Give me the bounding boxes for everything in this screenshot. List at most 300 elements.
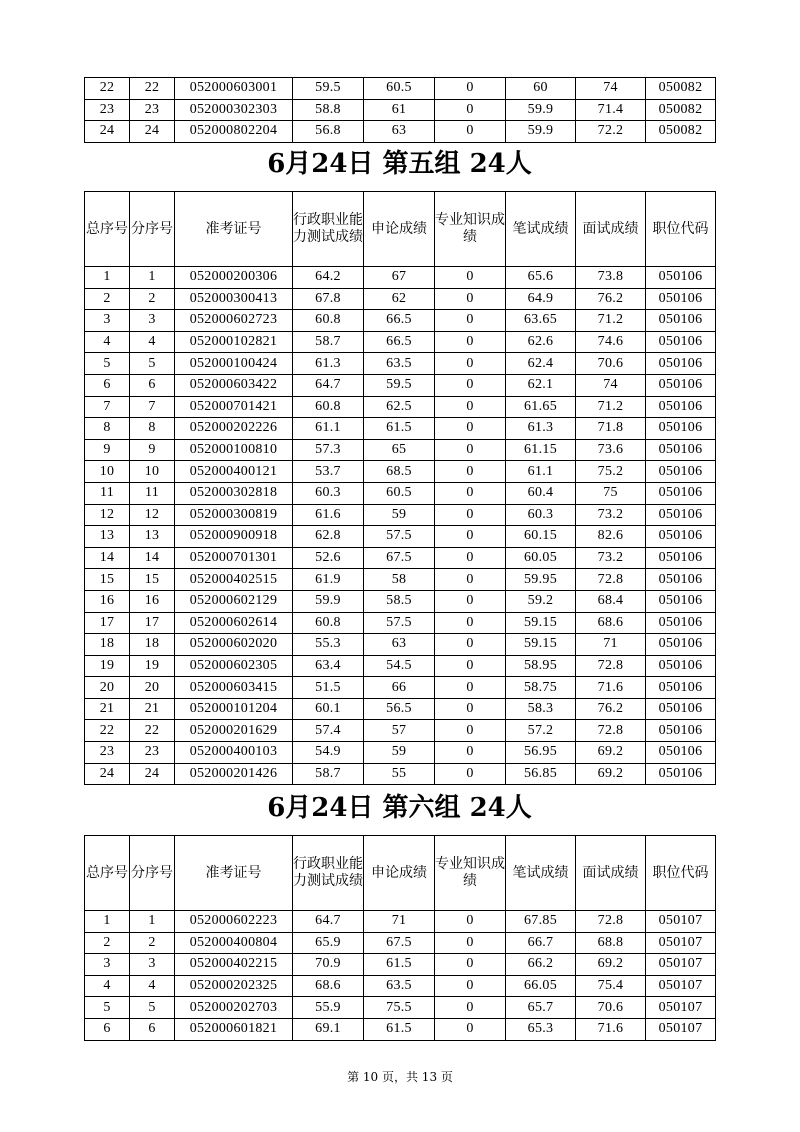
written-score-cell: 61.65 [506, 396, 576, 418]
exam-number-cell: 052000602614 [175, 612, 293, 634]
exam-number-cell: 052000400804 [175, 932, 293, 954]
written-score-cell: 64.9 [506, 288, 576, 310]
position-code-cell: 050106 [646, 310, 716, 332]
aptitude-score-cell: 52.6 [293, 547, 364, 569]
aptitude-score-cell: 64.7 [293, 911, 364, 933]
written-score-cell: 65.6 [506, 267, 576, 289]
table-row [85, 720, 716, 742]
table-row [85, 698, 716, 720]
written-score-cell: 62.4 [506, 353, 576, 375]
table-row [85, 353, 716, 375]
professional-score-cell: 0 [435, 954, 506, 976]
total-seq-cell: 5 [85, 997, 130, 1019]
essay-score-cell: 62 [364, 288, 435, 310]
sub-seq-cell: 4 [130, 975, 175, 997]
written-score-cell: 58.75 [506, 677, 576, 699]
total-seq-cell: 12 [85, 504, 130, 526]
interview-score-cell: 73.8 [576, 267, 646, 289]
written-score-cell: 66.7 [506, 932, 576, 954]
aptitude-score-cell: 70.9 [293, 954, 364, 976]
table-row [85, 1018, 716, 1040]
aptitude-score-cell: 61.1 [293, 418, 364, 440]
essay-score-cell: 55 [364, 763, 435, 785]
sub-seq-cell: 3 [130, 954, 175, 976]
aptitude-score-cell: 60.8 [293, 310, 364, 332]
total-seq-cell: 21 [85, 698, 130, 720]
sub-seq-cell: 3 [130, 310, 175, 332]
interview-score-cell: 82.6 [576, 526, 646, 548]
essay-score-cell: 61.5 [364, 1018, 435, 1040]
total-seq-cell: 20 [85, 677, 130, 699]
written-score-cell: 61.15 [506, 439, 576, 461]
total-seq-cell: 1 [85, 267, 130, 289]
position-code-cell: 050107 [646, 1018, 716, 1040]
exam-number-cell: 052000300819 [175, 504, 293, 526]
sub-seq-cell: 8 [130, 418, 175, 440]
interview-score-cell: 68.8 [576, 932, 646, 954]
professional-score-cell: 0 [435, 353, 506, 375]
essay-score-cell: 61 [364, 99, 435, 121]
professional-score-cell: 0 [435, 374, 506, 396]
essay-score-cell: 59.5 [364, 374, 435, 396]
aptitude-score-cell: 61.3 [293, 353, 364, 375]
exam-number-cell: 052000100424 [175, 353, 293, 375]
sub-seq-cell: 24 [130, 763, 175, 785]
table-row [85, 763, 716, 785]
header-written-score: 笔试成绩 [506, 836, 576, 911]
aptitude-score-cell: 60.3 [293, 482, 364, 504]
aptitude-score-cell: 58.8 [293, 99, 364, 121]
aptitude-score-cell: 61.6 [293, 504, 364, 526]
interview-score-cell: 74 [576, 374, 646, 396]
professional-score-cell: 0 [435, 590, 506, 612]
exam-number-cell: 052000602723 [175, 310, 293, 332]
sub-seq-cell: 18 [130, 634, 175, 656]
interview-score-cell: 71.6 [576, 677, 646, 699]
position-code-cell: 050106 [646, 374, 716, 396]
total-seq-cell: 15 [85, 569, 130, 591]
position-code-cell: 050106 [646, 612, 716, 634]
essay-score-cell: 59 [364, 742, 435, 764]
exam-number-cell: 052000202325 [175, 975, 293, 997]
interview-score-cell: 69.2 [576, 763, 646, 785]
interview-score-cell: 72.2 [576, 121, 646, 143]
written-score-cell: 59.15 [506, 634, 576, 656]
table-row [85, 504, 716, 526]
aptitude-score-cell: 60.1 [293, 698, 364, 720]
professional-score-cell: 0 [435, 267, 506, 289]
professional-score-cell: 0 [435, 331, 506, 353]
aptitude-score-cell: 57.4 [293, 720, 364, 742]
total-seq-cell: 7 [85, 396, 130, 418]
position-code-cell: 050107 [646, 975, 716, 997]
interview-score-cell: 75.2 [576, 461, 646, 483]
aptitude-score-cell: 60.8 [293, 612, 364, 634]
essay-score-cell: 63 [364, 121, 435, 143]
header-total-seq: 总序号 [85, 192, 130, 267]
professional-score-cell: 0 [435, 482, 506, 504]
sub-seq-cell: 5 [130, 997, 175, 1019]
aptitude-score-cell: 59.5 [293, 78, 364, 100]
aptitude-score-cell: 65.9 [293, 932, 364, 954]
professional-score-cell: 0 [435, 655, 506, 677]
written-score-cell: 56.85 [506, 763, 576, 785]
position-code-cell: 050082 [646, 121, 716, 143]
interview-score-cell: 73.2 [576, 547, 646, 569]
professional-score-cell: 0 [435, 677, 506, 699]
group-6-title: 6月24日 第六组 24人 [267, 793, 532, 823]
professional-score-cell: 0 [435, 634, 506, 656]
total-seq-cell: 4 [85, 331, 130, 353]
position-code-cell: 050107 [646, 997, 716, 1019]
essay-score-cell: 66.5 [364, 310, 435, 332]
position-code-cell: 050106 [646, 353, 716, 375]
written-score-cell: 62.1 [506, 374, 576, 396]
header-essay-score: 申论成绩 [364, 836, 435, 911]
aptitude-score-cell: 69.1 [293, 1018, 364, 1040]
essay-score-cell: 75.5 [364, 997, 435, 1019]
position-code-cell: 050106 [646, 461, 716, 483]
written-score-cell: 63.65 [506, 310, 576, 332]
essay-score-cell: 67.5 [364, 932, 435, 954]
exam-number-cell: 052000202703 [175, 997, 293, 1019]
written-score-cell: 61.3 [506, 418, 576, 440]
aptitude-score-cell: 57.3 [293, 439, 364, 461]
exam-number-cell: 052000603001 [175, 78, 293, 100]
header-row [85, 192, 716, 267]
interview-score-cell: 76.2 [576, 698, 646, 720]
total-seq-cell: 8 [85, 418, 130, 440]
table-row [85, 742, 716, 764]
exam-number-cell: 052000200306 [175, 267, 293, 289]
professional-score-cell: 0 [435, 932, 506, 954]
position-code-cell: 050106 [646, 763, 716, 785]
sub-seq-cell: 24 [130, 121, 175, 143]
written-score-cell: 56.95 [506, 742, 576, 764]
sub-seq-cell: 17 [130, 612, 175, 634]
position-code-cell: 050082 [646, 99, 716, 121]
essay-score-cell: 63.5 [364, 975, 435, 997]
written-score-cell: 60 [506, 78, 576, 100]
exam-number-cell: 052000603422 [175, 374, 293, 396]
position-code-cell: 050106 [646, 569, 716, 591]
table-row [85, 997, 716, 1019]
position-code-cell: 050106 [646, 634, 716, 656]
written-score-cell: 65.3 [506, 1018, 576, 1040]
interview-score-cell: 73.6 [576, 439, 646, 461]
exam-number-cell: 052000900918 [175, 526, 293, 548]
table-row [85, 288, 716, 310]
exam-number-cell: 052000802204 [175, 121, 293, 143]
interview-score-cell: 74 [576, 78, 646, 100]
sub-seq-cell: 23 [130, 742, 175, 764]
essay-score-cell: 66 [364, 677, 435, 699]
written-score-cell: 60.4 [506, 482, 576, 504]
professional-score-cell: 0 [435, 911, 506, 933]
professional-score-cell: 0 [435, 547, 506, 569]
total-seq-cell: 24 [85, 121, 130, 143]
interview-score-cell: 72.8 [576, 655, 646, 677]
total-seq-cell: 11 [85, 482, 130, 504]
essay-score-cell: 57 [364, 720, 435, 742]
aptitude-score-cell: 67.8 [293, 288, 364, 310]
written-score-cell: 65.7 [506, 997, 576, 1019]
total-seq-cell: 19 [85, 655, 130, 677]
essay-score-cell: 57.5 [364, 526, 435, 548]
essay-score-cell: 63.5 [364, 353, 435, 375]
table-row [85, 526, 716, 548]
position-code-cell: 050107 [646, 932, 716, 954]
table-row [85, 634, 716, 656]
table-row [85, 99, 716, 121]
sub-seq-cell: 23 [130, 99, 175, 121]
interview-score-cell: 69.2 [576, 954, 646, 976]
total-seq-cell: 3 [85, 954, 130, 976]
interview-score-cell: 71.6 [576, 1018, 646, 1040]
table-row [85, 439, 716, 461]
table-row [85, 590, 716, 612]
exam-number-cell: 052000201426 [175, 763, 293, 785]
header-aptitude-score: 行政职业能力测试成绩 [293, 192, 364, 267]
page-footer: 第 10 页，共 13 页 [347, 1070, 453, 1084]
aptitude-score-cell: 59.9 [293, 590, 364, 612]
exam-number-cell: 052000102821 [175, 331, 293, 353]
total-seq-cell: 10 [85, 461, 130, 483]
header-position-code: 职位代码 [646, 192, 716, 267]
position-code-cell: 050106 [646, 526, 716, 548]
table-row [85, 547, 716, 569]
professional-score-cell: 0 [435, 99, 506, 121]
written-score-cell: 59.9 [506, 99, 576, 121]
interview-score-cell: 75.4 [576, 975, 646, 997]
position-code-cell: 050107 [646, 911, 716, 933]
aptitude-score-cell: 64.2 [293, 267, 364, 289]
total-seq-cell: 6 [85, 374, 130, 396]
sub-seq-cell: 1 [130, 911, 175, 933]
professional-score-cell: 0 [435, 720, 506, 742]
position-code-cell: 050106 [646, 655, 716, 677]
header-exam-number: 准考证号 [175, 836, 293, 911]
header-position-code: 职位代码 [646, 836, 716, 911]
exam-number-cell: 052000302818 [175, 482, 293, 504]
exam-number-cell: 052000302303 [175, 99, 293, 121]
total-seq-cell: 23 [85, 742, 130, 764]
interview-score-cell: 71 [576, 634, 646, 656]
sub-seq-cell: 12 [130, 504, 175, 526]
interview-score-cell: 71.4 [576, 99, 646, 121]
exam-number-cell: 052000602129 [175, 590, 293, 612]
aptitude-score-cell: 55.3 [293, 634, 364, 656]
written-score-cell: 66.2 [506, 954, 576, 976]
aptitude-score-cell: 62.8 [293, 526, 364, 548]
total-seq-cell: 2 [85, 932, 130, 954]
essay-score-cell: 66.5 [364, 331, 435, 353]
professional-score-cell: 0 [435, 288, 506, 310]
position-code-cell: 050107 [646, 954, 716, 976]
table-row [85, 267, 716, 289]
position-code-cell: 050106 [646, 504, 716, 526]
interview-score-cell: 71.2 [576, 396, 646, 418]
total-seq-cell: 5 [85, 353, 130, 375]
position-code-cell: 050106 [646, 439, 716, 461]
aptitude-score-cell: 64.7 [293, 374, 364, 396]
table-row [85, 461, 716, 483]
professional-score-cell: 0 [435, 612, 506, 634]
total-seq-cell: 23 [85, 99, 130, 121]
exam-number-cell: 052000300413 [175, 288, 293, 310]
exam-number-cell: 052000100810 [175, 439, 293, 461]
sub-seq-cell: 10 [130, 461, 175, 483]
position-code-cell: 050082 [646, 78, 716, 100]
sub-seq-cell: 14 [130, 547, 175, 569]
written-score-cell: 60.15 [506, 526, 576, 548]
professional-score-cell: 0 [435, 763, 506, 785]
table-row [85, 331, 716, 353]
position-code-cell: 050106 [646, 331, 716, 353]
table-row [85, 396, 716, 418]
table-row [85, 677, 716, 699]
header-sub-seq: 分序号 [130, 836, 175, 911]
interview-score-cell: 75 [576, 482, 646, 504]
aptitude-score-cell: 68.6 [293, 975, 364, 997]
aptitude-score-cell: 58.7 [293, 331, 364, 353]
written-score-cell: 67.85 [506, 911, 576, 933]
essay-score-cell: 65 [364, 439, 435, 461]
essay-score-cell: 61.5 [364, 954, 435, 976]
total-seq-cell: 18 [85, 634, 130, 656]
written-score-cell: 59.9 [506, 121, 576, 143]
exam-number-cell: 052000202226 [175, 418, 293, 440]
interview-score-cell: 70.6 [576, 353, 646, 375]
table-row [85, 954, 716, 976]
aptitude-score-cell: 56.8 [293, 121, 364, 143]
written-score-cell: 60.3 [506, 504, 576, 526]
sub-seq-cell: 6 [130, 374, 175, 396]
total-seq-cell: 17 [85, 612, 130, 634]
essay-score-cell: 60.5 [364, 78, 435, 100]
table-row [85, 911, 716, 933]
position-code-cell: 050106 [646, 677, 716, 699]
aptitude-score-cell: 55.9 [293, 997, 364, 1019]
position-code-cell: 050106 [646, 698, 716, 720]
table-row [85, 78, 716, 100]
group-6-score-table [84, 835, 716, 1041]
aptitude-score-cell: 61.9 [293, 569, 364, 591]
total-seq-cell: 22 [85, 78, 130, 100]
table-row [85, 655, 716, 677]
professional-score-cell: 0 [435, 997, 506, 1019]
header-professional-score: 专业知识成绩 [435, 192, 506, 267]
sub-seq-cell: 16 [130, 590, 175, 612]
position-code-cell: 050106 [646, 418, 716, 440]
exam-number-cell: 052000602020 [175, 634, 293, 656]
group-5-score-table [84, 191, 716, 785]
sub-seq-cell: 7 [130, 396, 175, 418]
sub-seq-cell: 4 [130, 331, 175, 353]
sub-seq-cell: 1 [130, 267, 175, 289]
total-seq-cell: 16 [85, 590, 130, 612]
essay-score-cell: 54.5 [364, 655, 435, 677]
header-sub-seq: 分序号 [130, 192, 175, 267]
position-code-cell: 050106 [646, 742, 716, 764]
written-score-cell: 61.1 [506, 461, 576, 483]
professional-score-cell: 0 [435, 526, 506, 548]
professional-score-cell: 0 [435, 439, 506, 461]
total-seq-cell: 9 [85, 439, 130, 461]
position-code-cell: 050106 [646, 590, 716, 612]
total-seq-cell: 6 [85, 1018, 130, 1040]
position-code-cell: 050106 [646, 547, 716, 569]
exam-number-cell: 052000400103 [175, 742, 293, 764]
professional-score-cell: 0 [435, 569, 506, 591]
sub-seq-cell: 5 [130, 353, 175, 375]
table-row [85, 612, 716, 634]
exam-number-cell: 052000101204 [175, 698, 293, 720]
position-code-cell: 050106 [646, 720, 716, 742]
interview-score-cell: 72.8 [576, 569, 646, 591]
interview-score-cell: 71.2 [576, 310, 646, 332]
exam-number-cell: 052000601821 [175, 1018, 293, 1040]
header-total-seq: 总序号 [85, 836, 130, 911]
header-essay-score: 申论成绩 [364, 192, 435, 267]
sub-seq-cell: 2 [130, 932, 175, 954]
exam-number-cell: 052000201629 [175, 720, 293, 742]
group-5-title: 6月24日 第五组 24人 [267, 149, 532, 179]
interview-score-cell: 74.6 [576, 331, 646, 353]
header-aptitude-score: 行政职业能力测试成绩 [293, 836, 364, 911]
header-written-score: 笔试成绩 [506, 192, 576, 267]
sub-seq-cell: 11 [130, 482, 175, 504]
table-row [85, 932, 716, 954]
exam-number-cell: 052000402515 [175, 569, 293, 591]
exam-number-cell: 052000603415 [175, 677, 293, 699]
written-score-cell: 59.15 [506, 612, 576, 634]
interview-score-cell: 72.8 [576, 911, 646, 933]
professional-score-cell: 0 [435, 742, 506, 764]
aptitude-score-cell: 60.8 [293, 396, 364, 418]
sub-seq-cell: 2 [130, 288, 175, 310]
professional-score-cell: 0 [435, 78, 506, 100]
exam-number-cell: 052000400121 [175, 461, 293, 483]
professional-score-cell: 0 [435, 975, 506, 997]
header-interview-score: 面试成绩 [576, 192, 646, 267]
position-code-cell: 050106 [646, 288, 716, 310]
header-row [85, 836, 716, 911]
essay-score-cell: 61.5 [364, 418, 435, 440]
table-row [85, 374, 716, 396]
total-seq-cell: 4 [85, 975, 130, 997]
essay-score-cell: 57.5 [364, 612, 435, 634]
interview-score-cell: 76.2 [576, 288, 646, 310]
written-score-cell: 58.3 [506, 698, 576, 720]
table-row [85, 418, 716, 440]
essay-score-cell: 58 [364, 569, 435, 591]
sub-seq-cell: 20 [130, 677, 175, 699]
interview-score-cell: 70.6 [576, 997, 646, 1019]
total-seq-cell: 13 [85, 526, 130, 548]
sub-seq-cell: 6 [130, 1018, 175, 1040]
exam-number-cell: 052000701301 [175, 547, 293, 569]
essay-score-cell: 71 [364, 911, 435, 933]
sub-seq-cell: 22 [130, 720, 175, 742]
essay-score-cell: 67 [364, 267, 435, 289]
aptitude-score-cell: 53.7 [293, 461, 364, 483]
sub-seq-cell: 9 [130, 439, 175, 461]
sub-seq-cell: 15 [130, 569, 175, 591]
table-row [85, 569, 716, 591]
professional-score-cell: 0 [435, 121, 506, 143]
written-score-cell: 58.95 [506, 655, 576, 677]
